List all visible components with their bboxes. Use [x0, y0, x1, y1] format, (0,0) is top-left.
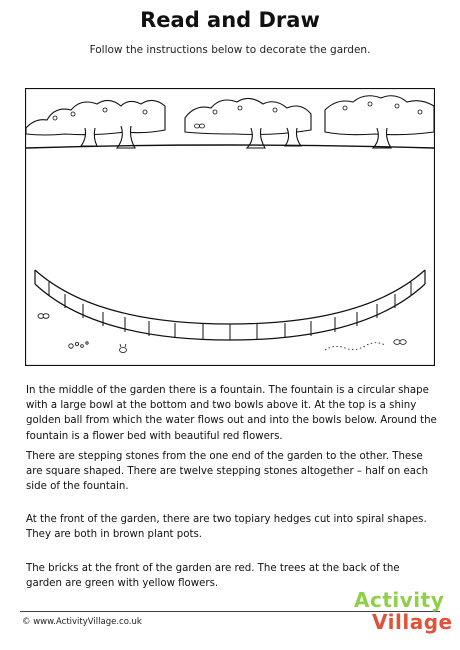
activity-village-logo: [352, 588, 453, 642]
footer-url-link[interactable]: © www.ActivityVillage.co.uk: [22, 617, 142, 627]
instruction-stepping-stones: There are stepping stones from the one end of the garden to the other. These are square shaped. There are twelve stepping stones altogether – half on each side of the fountain.: [26, 451, 429, 493]
logo-word-activity: Activity: [354, 588, 445, 612]
page-subtitle: Follow the instructions below to decorate the garden.: [89, 44, 371, 56]
page-title: Read and Draw: [140, 8, 320, 32]
instruction-topiary: At the front of the garden, there are two topiary hedges cut into spiral shapes. They are both in brown plant pots.: [26, 514, 427, 541]
butterfly-icon: [195, 124, 205, 128]
logo-word-village: Village: [372, 610, 453, 634]
instruction-colors: The bricks at the front of the garden are red. The trees at the back of the garden are green with yellow flowers.: [26, 563, 400, 590]
instruction-fountain: In the middle of the garden there is a fountain. The fountain is a circular shape with a large bowl at the bottom and two bowls above it. At the top is a shiny golden ball from which the water flows out and into the bowls below. Around the fountain is a flower bed with beautiful red flowers.: [26, 385, 437, 442]
garden-drawing: [25, 88, 435, 366]
butterfly-left-icon: [38, 314, 49, 319]
garden-illustration: [25, 88, 435, 366]
butterfly-right-icon: [394, 340, 406, 345]
